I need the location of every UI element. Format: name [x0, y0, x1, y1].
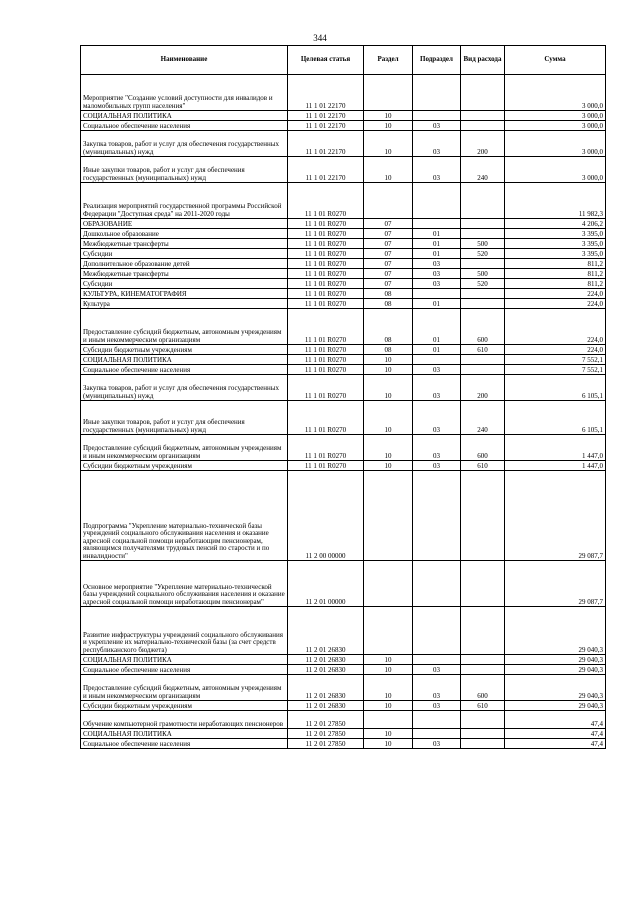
cell-section	[364, 75, 413, 111]
cell-target-article: 11 1 01 R0270	[288, 183, 364, 219]
cell-sum: 3 000,0	[505, 131, 606, 157]
cell-section: 07	[364, 219, 413, 229]
header-sum: Сумма	[505, 46, 606, 75]
table-row	[81, 665, 606, 675]
cell-sum: 224,0	[505, 289, 606, 299]
cell-expense-type	[461, 121, 505, 131]
cell-target-article: 11 1 01 R0270	[288, 375, 364, 401]
cell-sum: 7 552,1	[505, 355, 606, 365]
cell-subsection	[413, 219, 461, 229]
cell-section	[364, 471, 413, 561]
table-row	[81, 471, 606, 561]
header-expense-type: Вид расхода	[461, 46, 505, 75]
cell-expense-type	[461, 259, 505, 269]
cell-name: Иные закупки товаров, работ и услуг для обеспечения государственных (муниципальных) нужд	[81, 157, 288, 183]
cell-sum: 29 087,7	[505, 471, 606, 561]
cell-name: Закупка товаров, работ и услуг для обеспечения государственных (муниципальных) нужд	[81, 375, 288, 401]
cell-subsection: 03	[413, 665, 461, 675]
cell-name: Предоставление субсидий бюджетным, автономным учреждениям и иным некоммерческим организациям	[81, 435, 288, 461]
cell-subsection	[413, 183, 461, 219]
cell-section: 10	[364, 461, 413, 471]
cell-sum: 224,0	[505, 345, 606, 355]
cell-name: Иные закупки товаров, работ и услуг для обеспечения государственных (муниципальных) нужд	[81, 401, 288, 435]
cell-target-article: 11 1 01 R0270	[288, 229, 364, 239]
cell-target-article: 11 1 01 R0270	[288, 435, 364, 461]
cell-target-article: 11 1 01 22170	[288, 157, 364, 183]
cell-section: 07	[364, 279, 413, 289]
cell-subsection: 01	[413, 229, 461, 239]
table-row	[81, 309, 606, 345]
cell-target-article: 11 1 01 22170	[288, 111, 364, 121]
table-row	[81, 75, 606, 111]
cell-target-article: 11 1 01 R0270	[288, 299, 364, 309]
table-row	[81, 355, 606, 365]
cell-sum: 3 000,0	[505, 75, 606, 111]
cell-target-article: 11 1 01 R0270	[288, 219, 364, 229]
cell-section: 10	[364, 111, 413, 121]
cell-subsection	[413, 471, 461, 561]
cell-expense-type: 200	[461, 375, 505, 401]
cell-sum: 29 040,3	[505, 675, 606, 701]
cell-expense-type: 610	[461, 701, 505, 711]
cell-name: Социальное обеспечение населения	[81, 121, 288, 131]
cell-subsection: 03	[413, 279, 461, 289]
cell-target-article: 11 1 01 R0270	[288, 365, 364, 375]
cell-sum: 47,4	[505, 729, 606, 739]
cell-subsection: 03	[413, 461, 461, 471]
cell-target-article: 11 1 01 R0270	[288, 345, 364, 355]
cell-sum: 4 206,2	[505, 219, 606, 229]
cell-target-article: 11 1 01 R0270	[288, 461, 364, 471]
cell-expense-type: 600	[461, 675, 505, 701]
table-row	[81, 259, 606, 269]
table-body	[81, 75, 606, 749]
table-row	[81, 219, 606, 229]
cell-target-article: 11 2 01 27850	[288, 739, 364, 749]
header-target-article: Целевая статья	[288, 46, 364, 75]
cell-target-article: 11 1 01 R0270	[288, 279, 364, 289]
cell-name: СОЦИАЛЬНАЯ ПОЛИТИКА	[81, 355, 288, 365]
table-row	[81, 183, 606, 219]
cell-name: Реализация мероприятий государственной программы Российской Федерации "Доступная среда" на 2011-2020 годы	[81, 183, 288, 219]
cell-name: СОЦИАЛЬНАЯ ПОЛИТИКА	[81, 729, 288, 739]
table-row	[81, 435, 606, 461]
cell-name: Мероприятие "Создание условий доступности для инвалидов и маломобильных групп населения"	[81, 75, 288, 111]
cell-subsection	[413, 607, 461, 655]
cell-name: Субсидии бюджетным учреждениям	[81, 345, 288, 355]
cell-target-article: 11 1 01 22170	[288, 131, 364, 157]
cell-name: Субсидии	[81, 279, 288, 289]
cell-target-article: 11 1 01 R0270	[288, 355, 364, 365]
table-row	[81, 701, 606, 711]
table-row	[81, 739, 606, 749]
cell-expense-type: 200	[461, 131, 505, 157]
header-name: Наименование	[81, 46, 288, 75]
cell-subsection: 01	[413, 249, 461, 259]
cell-target-article: 11 2 01 26830	[288, 701, 364, 711]
cell-name: Обучение компьютерной грамотности неработающих пенсионеров	[81, 711, 288, 729]
table-header-row	[81, 46, 606, 75]
cell-subsection: 03	[413, 365, 461, 375]
cell-sum: 3 000,0	[505, 121, 606, 131]
cell-section: 07	[364, 269, 413, 279]
page-number: 344	[313, 33, 327, 43]
table-row	[81, 249, 606, 259]
cell-expense-type	[461, 739, 505, 749]
cell-target-article: 11 2 01 26830	[288, 675, 364, 701]
cell-target-article: 11 1 01 22170	[288, 75, 364, 111]
cell-subsection	[413, 655, 461, 665]
cell-name: СОЦИАЛЬНАЯ ПОЛИТИКА	[81, 111, 288, 121]
cell-expense-type: 600	[461, 435, 505, 461]
cell-section: 08	[364, 299, 413, 309]
cell-name: Развитие инфраструктуры учреждений социального обслуживания и укрепление их материально-технической базы (за счет средств республиканского бюджета)	[81, 607, 288, 655]
cell-name: Социальное обеспечение населения	[81, 365, 288, 375]
table-row	[81, 239, 606, 249]
cell-section: 10	[364, 701, 413, 711]
table-row	[81, 729, 606, 739]
cell-subsection	[413, 75, 461, 111]
cell-expense-type	[461, 289, 505, 299]
cell-section: 10	[364, 675, 413, 701]
cell-expense-type: 610	[461, 345, 505, 355]
table-row	[81, 655, 606, 665]
cell-subsection	[413, 711, 461, 729]
cell-name: СОЦИАЛЬНАЯ ПОЛИТИКА	[81, 655, 288, 665]
cell-name: Межбюджетные трансферты	[81, 239, 288, 249]
cell-target-article: 11 2 01 27850	[288, 711, 364, 729]
table-row	[81, 607, 606, 655]
cell-expense-type	[461, 229, 505, 239]
table-row	[81, 111, 606, 121]
cell-section: 10	[364, 435, 413, 461]
cell-section: 10	[364, 665, 413, 675]
cell-sum: 811,2	[505, 279, 606, 289]
cell-sum: 29 040,3	[505, 701, 606, 711]
cell-sum: 11 982,3	[505, 183, 606, 219]
cell-target-article: 11 1 01 R0270	[288, 401, 364, 435]
cell-section: 10	[364, 401, 413, 435]
header-section: Раздел	[364, 46, 413, 75]
cell-name: Основное мероприятие "Укрепление материально-технической базы учреждений социального обслуживания населения и оказание адресной социальной помощи неработающим пенсионерам"	[81, 561, 288, 607]
cell-subsection: 03	[413, 121, 461, 131]
cell-target-article: 11 1 01 22170	[288, 121, 364, 131]
cell-subsection	[413, 289, 461, 299]
cell-expense-type	[461, 471, 505, 561]
cell-expense-type	[461, 365, 505, 375]
table-row	[81, 365, 606, 375]
cell-name: Субсидии бюджетным учреждениям	[81, 701, 288, 711]
cell-sum: 3 395,0	[505, 229, 606, 239]
cell-subsection: 03	[413, 435, 461, 461]
cell-sum: 47,4	[505, 739, 606, 749]
cell-section: 10	[364, 131, 413, 157]
cell-sum: 3 395,0	[505, 249, 606, 259]
cell-target-article: 11 1 01 R0270	[288, 249, 364, 259]
cell-section: 08	[364, 289, 413, 299]
table-row	[81, 345, 606, 355]
cell-sum: 3 395,0	[505, 239, 606, 249]
cell-expense-type	[461, 607, 505, 655]
cell-expense-type	[461, 711, 505, 729]
cell-subsection: 03	[413, 401, 461, 435]
table-row	[81, 229, 606, 239]
cell-expense-type: 610	[461, 461, 505, 471]
cell-subsection: 01	[413, 309, 461, 345]
cell-expense-type: 500	[461, 269, 505, 279]
table-row	[81, 289, 606, 299]
cell-subsection: 03	[413, 375, 461, 401]
table-row	[81, 279, 606, 289]
cell-section: 10	[364, 157, 413, 183]
cell-subsection	[413, 561, 461, 607]
cell-sum: 29 087,7	[505, 561, 606, 607]
cell-subsection: 01	[413, 345, 461, 355]
cell-name: Социальное обеспечение населения	[81, 739, 288, 749]
cell-section: 10	[364, 729, 413, 739]
cell-sum: 3 000,0	[505, 111, 606, 121]
table-row	[81, 375, 606, 401]
cell-expense-type	[461, 665, 505, 675]
cell-subsection: 03	[413, 157, 461, 183]
cell-expense-type	[461, 729, 505, 739]
cell-name: Субсидии	[81, 249, 288, 259]
table-row	[81, 401, 606, 435]
cell-expense-type: 520	[461, 249, 505, 259]
cell-subsection: 03	[413, 701, 461, 711]
cell-section	[364, 711, 413, 729]
cell-expense-type	[461, 299, 505, 309]
table-row	[81, 461, 606, 471]
cell-sum: 29 040,3	[505, 665, 606, 675]
table-row	[81, 131, 606, 157]
cell-subsection: 03	[413, 131, 461, 157]
cell-section: 10	[364, 355, 413, 365]
cell-section: 10	[364, 655, 413, 665]
header-subsection: Подраздел	[413, 46, 461, 75]
cell-section: 08	[364, 345, 413, 355]
cell-subsection: 03	[413, 269, 461, 279]
cell-section: 10	[364, 121, 413, 131]
cell-sum: 224,0	[505, 299, 606, 309]
cell-sum: 811,2	[505, 259, 606, 269]
cell-section	[364, 607, 413, 655]
table-row	[81, 299, 606, 309]
cell-sum: 3 000,0	[505, 157, 606, 183]
cell-section	[364, 561, 413, 607]
cell-sum: 29 040,3	[505, 607, 606, 655]
cell-name: Дополнительное образование детей	[81, 259, 288, 269]
cell-expense-type: 240	[461, 157, 505, 183]
cell-subsection	[413, 355, 461, 365]
cell-expense-type: 500	[461, 239, 505, 249]
cell-expense-type	[461, 561, 505, 607]
cell-name: КУЛЬТУРА, КИНЕМАТОГРАФИЯ	[81, 289, 288, 299]
cell-target-article: 11 1 01 R0270	[288, 239, 364, 249]
cell-target-article: 11 2 01 00000	[288, 561, 364, 607]
cell-expense-type: 240	[461, 401, 505, 435]
table-row	[81, 121, 606, 131]
cell-section: 10	[364, 365, 413, 375]
cell-name: ОБРАЗОВАНИЕ	[81, 219, 288, 229]
cell-target-article: 11 2 01 26830	[288, 665, 364, 675]
cell-sum: 29 040,3	[505, 655, 606, 665]
cell-subsection: 03	[413, 259, 461, 269]
table-row	[81, 561, 606, 607]
cell-sum: 811,2	[505, 269, 606, 279]
cell-sum: 47,4	[505, 711, 606, 729]
cell-expense-type	[461, 183, 505, 219]
cell-sum: 224,0	[505, 309, 606, 345]
cell-name: Социальное обеспечение населения	[81, 665, 288, 675]
cell-target-article: 11 1 01 R0270	[288, 309, 364, 345]
cell-section: 10	[364, 375, 413, 401]
cell-target-article: 11 2 01 26830	[288, 655, 364, 665]
cell-target-article: 11 2 01 26830	[288, 607, 364, 655]
cell-sum: 1 447,0	[505, 435, 606, 461]
cell-section: 07	[364, 229, 413, 239]
cell-expense-type	[461, 75, 505, 111]
cell-expense-type	[461, 355, 505, 365]
cell-expense-type: 600	[461, 309, 505, 345]
cell-expense-type	[461, 111, 505, 121]
cell-sum: 6 105,1	[505, 375, 606, 401]
cell-section: 10	[364, 739, 413, 749]
table-row	[81, 711, 606, 729]
table-row	[81, 675, 606, 701]
cell-target-article: 11 1 01 R0270	[288, 269, 364, 279]
cell-expense-type	[461, 655, 505, 665]
cell-expense-type: 520	[461, 279, 505, 289]
cell-section: 07	[364, 249, 413, 259]
cell-subsection: 01	[413, 239, 461, 249]
cell-subsection: 03	[413, 739, 461, 749]
cell-subsection	[413, 729, 461, 739]
table-row	[81, 269, 606, 279]
cell-name: Культура	[81, 299, 288, 309]
cell-section: 07	[364, 259, 413, 269]
cell-name: Дошкольное образование	[81, 229, 288, 239]
cell-target-article: 11 1 01 R0270	[288, 259, 364, 269]
cell-target-article: 11 2 00 00000	[288, 471, 364, 561]
cell-sum: 6 105,1	[505, 401, 606, 435]
table-row	[81, 157, 606, 183]
cell-target-article: 11 2 01 27850	[288, 729, 364, 739]
cell-sum: 1 447,0	[505, 461, 606, 471]
cell-name: Предоставление субсидий бюджетным, автономным учреждениям и иным некоммерческим организациям	[81, 309, 288, 345]
cell-name: Закупка товаров, работ и услуг для обеспечения государственных (муниципальных) нужд	[81, 131, 288, 157]
cell-name: Предоставление субсидий бюджетным, автономным учреждениям и иным некоммерческим организациям	[81, 675, 288, 701]
cell-expense-type	[461, 219, 505, 229]
cell-name: Подпрограмма "Укрепление материально-технической базы учреждений социального обслуживания населения и оказание адресной социальной помощи неработающим пенсионерам, являющимся получателями трудовых пенсий по старости и по инвалидности"	[81, 471, 288, 561]
cell-target-article: 11 1 01 R0270	[288, 289, 364, 299]
cell-subsection	[413, 111, 461, 121]
cell-sum: 7 552,1	[505, 365, 606, 375]
cell-name: Субсидии бюджетным учреждениям	[81, 461, 288, 471]
cell-subsection: 03	[413, 675, 461, 701]
cell-section: 08	[364, 309, 413, 345]
cell-section	[364, 183, 413, 219]
cell-subsection: 01	[413, 299, 461, 309]
cell-section: 07	[364, 239, 413, 249]
budget-table	[80, 45, 606, 749]
cell-name: Межбюджетные трансферты	[81, 269, 288, 279]
